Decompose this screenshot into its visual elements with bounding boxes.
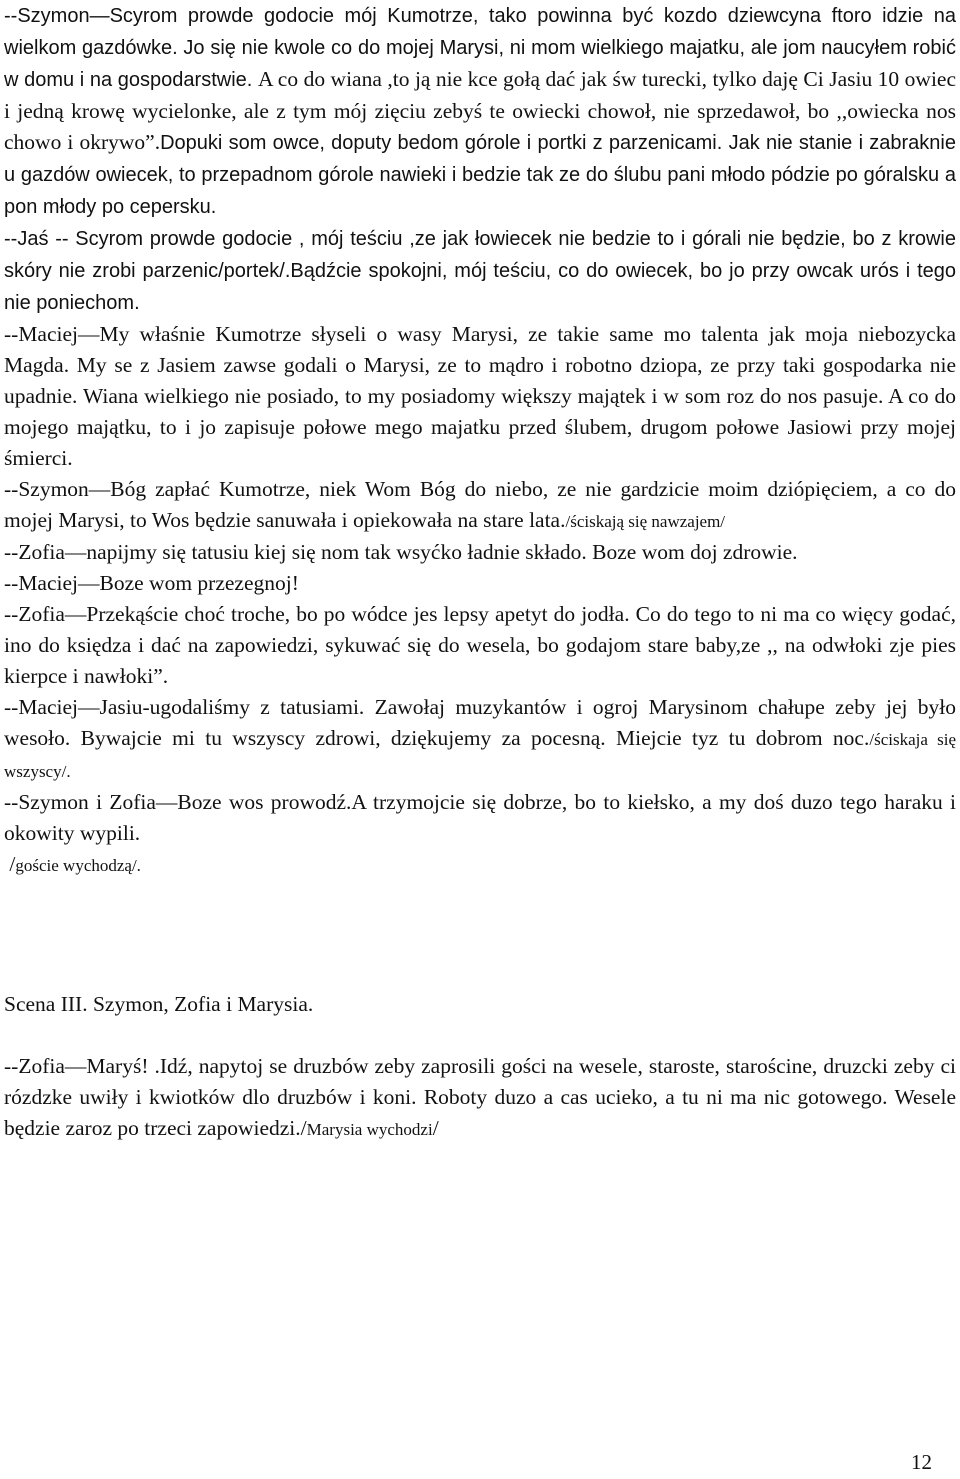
text-run: Zawołaj muzykantów i ogroj Marysinom chałupe zeby jej było wesoło. Bywajcie mi tu wszyscy zdrowi, dziękujemy za pocesną. Miejcie tyz tu dobrom noc.	[4, 695, 956, 750]
text-run: --Zofia—Przekąście choć troche, bo po wódce jes lepsy apetyt do jodła.	[4, 602, 636, 626]
text-run: Bądźcie spokojni, mój teściu, co do owiecek, bo jo przy owcak urós i tego nie poniechom.	[4, 260, 956, 314]
text-run: Jak nie stanie i zabraknie u gazdów owiecek, to przepadnom górole nawieki i bedzie tak ze do ślubu pani młodo pódzie po góralsku a pon młody po cepersku.	[4, 132, 956, 218]
text-run: My se z Jasiem zawse godali o Marysi, ze to mądro i robotno dziopa, ze przy taki gospodarka nie upadnie.	[4, 353, 957, 408]
stage-direction-guests-leave	[4, 849, 956, 881]
text-run: --Szymon—Scyrom prowde godocie mój Kumotrze, tako powinna być kozdo	[4, 5, 728, 27]
paragraph-szymon-1	[4, 0, 956, 223]
stage-direction: /ściskaja się wszyscy/.	[4, 730, 957, 781]
spacer	[4, 881, 956, 989]
text-run: /	[432, 1116, 439, 1140]
text-run: --Szymon—Bóg zapłać Kumotrze, niek Wom Bóg do niebo, ze nie gardzicie moim dziópięciem, a co do mojej Marysi, to Wos będzie sanuwała i opiekowała na stare lata.	[4, 477, 956, 532]
text-run: --Zofia—Maryś! .Idź, napytoj se druzbów zeby zaprosili gości na wesele, staroste, starościne, druzcki zeby ci rózdzke uwiły i kwiotków dlo druzbów i koni. Roboty duzo a cas ucieko, a tu ni ma nic gotowego. Wesele będzie zaroz po trzeci zapowiedzi.	[4, 1054, 956, 1140]
text-run: --Maciej—Boze wom przezegnoj!	[4, 571, 299, 595]
text-run: A co do wiana ,to ją nie kce gołą dać jak św turecki, tylko daję Ci Jasiu 10 owiec i jedną krowę wycielonke, ale z tym mój zięciu zebyś te owiecki chowoł, nie sprzedawoł, bo ,,owiecka nos chowo i okrywo”.	[4, 67, 956, 154]
scene-heading	[4, 989, 956, 1020]
text-run: --Zofia—napijmy się tatusiu kiej się nom tak wsyćko ładnie składo. Boze wom doj zdrowie.	[4, 540, 798, 564]
paragraph-zofia-3	[4, 1051, 956, 1145]
stage-direction: /ściskają się nawzajem/	[565, 512, 726, 531]
text-run: --Maciej—My właśnie Kumotrze słyseli o wasy Marysi, ze takie same mo talenta jak moja niebozycka Magda.	[4, 322, 956, 377]
text-run: Dopuki som owce, doputy bedom górole i portki z parzenicami.	[160, 132, 729, 154]
text-run: --Jaś -- Scyrom prowde godocie , mój teściu ,ze jak łowiecek nie bedzie to i górali nie będzie, bo z krowie skóry nie zrobi parzenic/portek/.	[4, 228, 956, 282]
text-run: Scena III. Szymon, Zofia i Marysia.	[4, 992, 314, 1016]
stage-direction: goście wychodzą	[15, 856, 132, 875]
text-run: /	[300, 1116, 307, 1140]
page-number: 12	[911, 1450, 932, 1474]
paragraph-maciej-2	[4, 568, 956, 599]
text-run: Wiana wielkiego nie posiado, to my posiadomy większy majątek i w som roz do nos pasuje.	[82, 384, 889, 408]
text-run: Co do tego to ni ma co więcy godać, ino do księdza i dać na zapowiedzi, sykuwać się do wesela, bo godajom stare baby,ze ,, na odwłoki zje pies kierpce i nawłoki”.	[4, 602, 956, 688]
paragraph-jas-1	[4, 223, 956, 319]
spacer	[4, 1020, 956, 1051]
paragraph-maciej-1	[4, 319, 956, 474]
paragraph-szymon-2	[4, 474, 956, 537]
text-run: A co do mojego majątku, to i jo zapisuje połowe mego majatku przed ślubem, drugom połowe Jasiowi przy mojej śmierci.	[4, 384, 956, 470]
stage-direction: Marysia wychodzi	[306, 1120, 433, 1139]
text-run: /	[9, 852, 16, 876]
paragraph-zofia-2	[4, 599, 956, 692]
text-run: /.	[131, 856, 141, 875]
text-run: --Maciej—Jasiu-ugodaliśmy z tatusiami.	[4, 695, 375, 719]
text-run: --Szymon i Zofia—Boze wos prowodź.A trzymojcie się dobrze, bo to kiełsko, a my doś duzo tego haraku i okowity wypili.	[4, 790, 956, 845]
text-run: dziewcyna ftoro idzie na wielkom gazdówke. Jo się nie kwole co do mojej Marysi, ni mom wielkiego majatku, ale jom naucyłem robić w domu i na gospodarstwie.	[4, 5, 956, 91]
paragraph-maciej-3	[4, 692, 956, 787]
paragraph-szymon-zofia	[4, 787, 956, 849]
paragraph-zofia-1	[4, 537, 956, 568]
